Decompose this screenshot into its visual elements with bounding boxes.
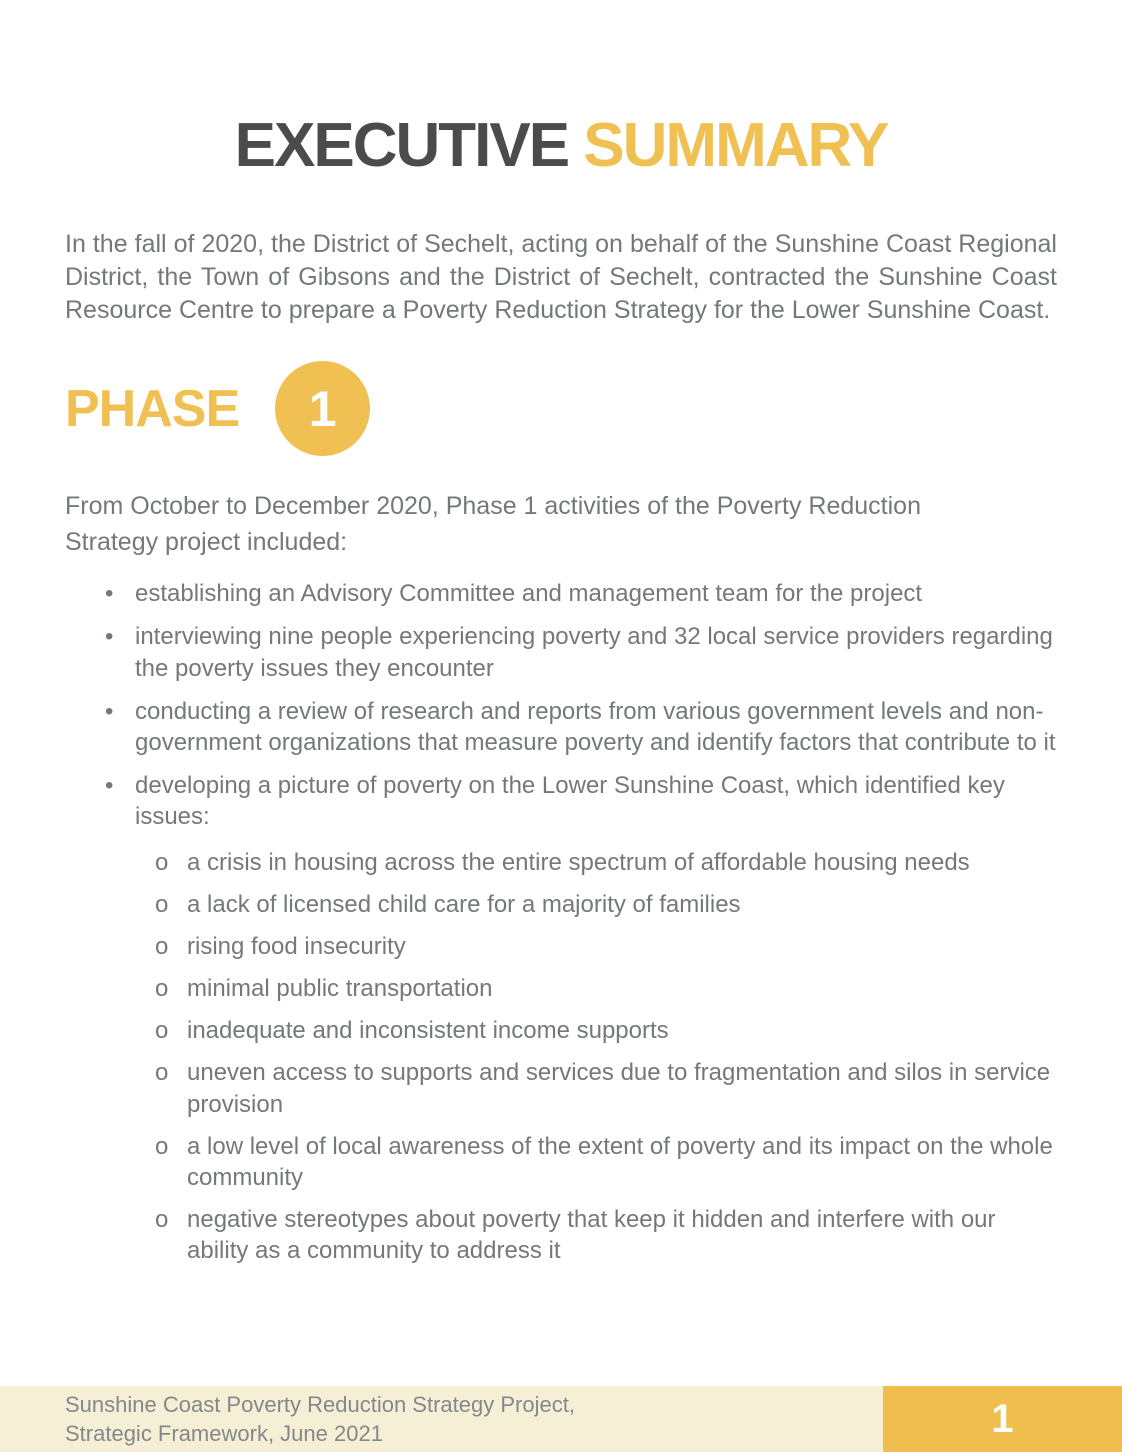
footer-line2: Strategic Framework, June 2021 [65, 1421, 383, 1446]
phase-label: PHASE [65, 379, 240, 438]
sub-bullet-item [155, 973, 1057, 1004]
page-title-accent: SUMMARY [583, 111, 888, 180]
sub-bullet-text: minimal public transportation [187, 975, 493, 1003]
page-title [65, 112, 1057, 180]
footer-text [65, 1390, 575, 1448]
footer-band [0, 1386, 1122, 1452]
sub-bullet-item [155, 889, 1057, 920]
sub-bullet-marker: o [155, 1059, 169, 1087]
sub-bullet-item [155, 847, 1057, 878]
sub-bullet-text: rising food insecurity [187, 932, 406, 960]
sub-bullet-marker: o [155, 890, 169, 918]
bullet-body [135, 770, 1057, 1277]
intro-paragraph: In the fall of 2020, the District of Sechelt, acting on behalf of the Sunshine Coast Regional District, the Town of Gibsons and the District of Sechelt, contracted the Sunshine Coast Resource Centre to prepare a Poverty Reduction Strategy for the Lower Sunshine Coast. [65, 230, 1057, 325]
sub-bullet-item [155, 931, 1057, 962]
sub-bullet-item [155, 1057, 1057, 1119]
sub-bullet-text: a crisis in housing across the entire spectrum of affordable housing needs [187, 848, 970, 876]
bullet-item [105, 578, 1057, 609]
phase-number-badge [275, 361, 370, 456]
sub-bullet-text: a lack of licensed child care for a majority of families [187, 890, 741, 918]
bullet-marker: • [105, 623, 114, 651]
bullet-item [105, 696, 1057, 758]
page-number-box [883, 1386, 1122, 1452]
phase-intro-paragraph: From October to December 2020, Phase 1 activities of the Poverty Reduction Strategy project included: [65, 492, 921, 557]
sub-bullet-text: negative stereotypes about poverty that keep it hidden and interfere with our ability as a community to address it [187, 1206, 996, 1265]
bullet-item [105, 770, 1057, 1277]
page-title-primary: EXECUTIVE [234, 111, 584, 180]
sub-bullet-text: inadequate and inconsistent income supports [187, 1017, 669, 1045]
sub-bullet-text: a low level of local awareness of the extent of poverty and its impact on the whole community [187, 1132, 1053, 1191]
sub-bullet-item [155, 1204, 1057, 1266]
bullet-text: establishing an Advisory Committee and management team for the project [135, 580, 923, 608]
sub-bullet-text: uneven access to supports and services due to fragmentation and silos in service provision [187, 1059, 1051, 1118]
sub-bullet-marker: o [155, 1132, 169, 1160]
sub-bullet-marker: o [155, 975, 169, 1003]
bullet-marker: • [105, 772, 114, 800]
sub-bullet-marker: o [155, 1206, 169, 1234]
sub-bullet-marker: o [155, 848, 169, 876]
bullet-text: conducting a review of research and reports from various government levels and non-government organizations that measure poverty and identify factors that contribute to it [135, 697, 1056, 756]
sub-bullet-item [155, 1015, 1057, 1046]
phase-heading [65, 361, 1057, 456]
sub-bullet-marker: o [155, 932, 169, 960]
bullet-list [65, 578, 1057, 1277]
phase-number: 1 [308, 380, 337, 437]
bullet-item [105, 621, 1057, 683]
sub-bullet-list [135, 847, 1057, 1267]
bullet-marker: • [105, 697, 114, 725]
bullet-text: developing a picture of poverty on the Lower Sunshine Coast, which identified key issues: [135, 772, 1005, 831]
bullet-marker: • [105, 580, 114, 608]
bullet-text: interviewing nine people experiencing poverty and 32 local service providers regarding the poverty issues they encounter [135, 623, 1053, 682]
page-number: 1 [991, 1396, 1014, 1441]
sub-bullet-item [155, 1131, 1057, 1193]
sub-bullet-marker: o [155, 1017, 169, 1045]
footer-line1: Sunshine Coast Poverty Reduction Strategy Project, [65, 1391, 575, 1417]
